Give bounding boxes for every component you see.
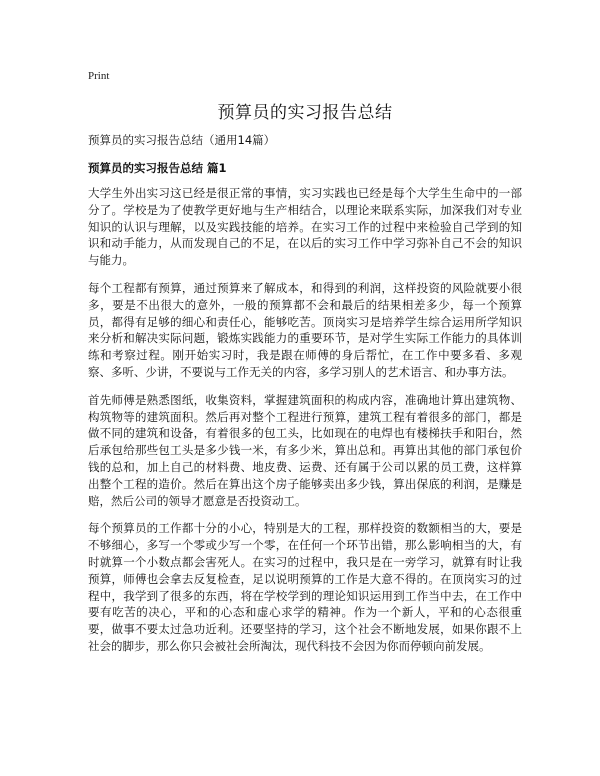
paragraph: 每个工程都有预算，通过预算来了解成本，和得到的利润，这样投资的风险就要小很多，要是不出很大的意外，一般的预算都不会和最后的结果相差多少，每一个预算员，都得有足够的细心和责任心，能够吃苦。顶岗实习是培养学生综合运用所学知识来分析和解决实际问题，锻炼实践能力的重要环节，是对学生实际工作能力的具体训练和考察过程。刚开始实习时，我是跟在师傅的身后帮忙，在工作中要多看、多观察、多听、少讲，不要说与工作无关的内容，多学习别人的艺术语言、和办事方法。: [88, 280, 522, 379]
document-subtitle: 预算员的实习报告总结（通用14篇）: [88, 133, 276, 147]
paragraph: 大学生外出实习这已经是很正常的事情，实习实践也已经是每个大学生生命中的一部分了。学校是为了使教学更好地与生产相结合，以理论来联系实际，加深我们对专业知识的认识与理解，以及实践技能的培养。在实习工作的过程中来检验自己学到的知识和动手能力，从而发现自己的不足，在以后的实习工作中学习弥补自己不会的知识与能力。: [88, 186, 522, 268]
page-title: 预算员的实习报告总结: [217, 103, 393, 123]
section-heading: 预算员的实习报告总结 篇1: [88, 161, 227, 175]
article-body: [88, 185, 522, 666]
paragraph: 每个预算员的工作都十分的小心，特别是大的工程，那样投资的数额相当的大，要是不够细心，多写一个零或少写一个零，在任何一个环节出错，那么影响相当的大，有时就算一个小数点都会害死人。在实习的过程中，我只是在一旁学习，就算有时让我预算，师傅也会拿去反复检查，足以说明预算的工作是大意不得的。在顶岗实习的过程中，我学到了很多的东西，将在学校学到的理论知识运用到工作当中去，在工作中要有吃苦的决心，平和的心态和虚心求学的精神。作为一个新人，平和的心态很重要，做事不要太过急功近利。还要坚持的学习，这个社会不断地发展，如果你跟不上社会的脚步，那么你只会被社会所淘汰，现代科技不会因为你而停顿向前发展。: [88, 521, 522, 653]
paragraph: 首先师傅是熟悉图纸，收集资料，掌握建筑面积的构成内容，准确地计算出建筑物、构筑物等的建筑面积。然后再对整个工程进行预算，建筑工程有着很多的部门，都是做不同的建筑和设备，有着很多的包工头，比如现在的电焊也有楼梯扶手和阳台，然后承包给那些包工头是多少钱一米，有多少米，算出总和。再算出其他的部门承包价钱的总和，加上自己的材料费、地皮费、运费、还有属于公司以累的员工费，这样算出整个工程的造价。然后在算出这个房子能够卖出多少钱，算出保底的利润，是赚是赔，然后公司的领导才愿意是否投资动工。: [88, 392, 522, 508]
print-link[interactable]: Print: [88, 70, 110, 82]
